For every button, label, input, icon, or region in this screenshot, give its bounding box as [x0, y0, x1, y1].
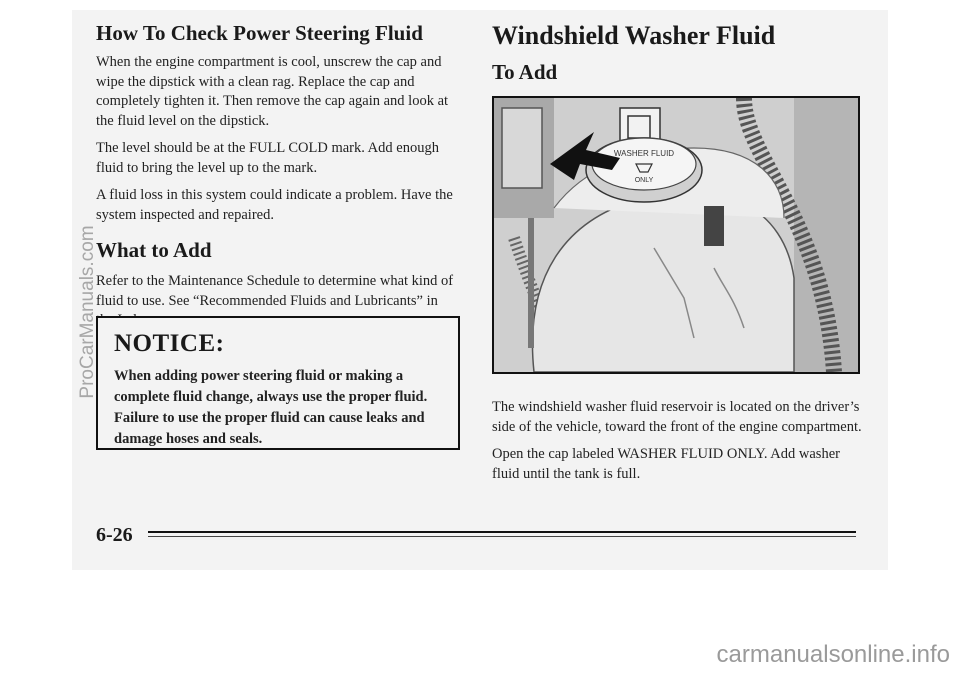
notice-title: NOTICE: — [114, 330, 225, 357]
cap-label-top: WASHER FLUID — [613, 149, 675, 158]
washer-fluid-heading: Windshield Washer Fluid — [492, 21, 776, 50]
reservoir-location-paragraph: The windshield washer fluid reservoir is located on the driver’s side of the vehicle, toward the front of the engine compartment. — [492, 399, 862, 435]
engine-bay-illustration — [494, 98, 858, 372]
footer-rule — [148, 531, 856, 533]
washer-reservoir-photo — [492, 96, 860, 374]
bottom-watermark: carmanualsonline.info — [716, 641, 950, 668]
cap-label-bottom: ONLY — [634, 177, 654, 184]
page-number: 6-26 — [96, 524, 133, 546]
washer-fluid-section — [492, 22, 864, 94]
notice-body: When adding power steering fluid or making a complete fluid change, always use the proper fluid. Failure to use the proper fluid can cause leaks and damage hoses and seals. — [114, 368, 428, 447]
washer-caption — [492, 398, 864, 492]
instructions-paragraph: When the engine compartment is cool, unscrew the cap and wipe the dipstick with a clean rag. Replace the cap and completely tighten it. Then remove the cap again and look at the fluid level on the dipstick. — [96, 54, 449, 129]
fluid-loss-paragraph: A fluid loss in this system could indicate a problem. Have the system inspected and repaired. — [96, 187, 453, 223]
power-steering-heading: How To Check Power Steering Fluid — [96, 21, 423, 45]
add-fluid-paragraph: Open the cap labeled WASHER FLUID ONLY. Add washer fluid until the tank is full. — [492, 446, 840, 482]
notice-box — [96, 316, 460, 450]
what-to-add-heading: What to Add — [96, 238, 212, 263]
to-add-heading: To Add — [492, 59, 558, 84]
level-paragraph: The level should be at the FULL COLD mark. Add enough fluid to bring the level up to the mark. — [96, 140, 439, 176]
power-steering-section — [96, 22, 458, 339]
footer-rule-thin — [148, 536, 856, 537]
what-to-add-paragraph: Refer to the Maintenance Schedule to determine what kind of fluid to use. See “Recommended Fluids and Lubricants” in — [96, 273, 454, 309]
side-watermark: ProCarManuals.com — [77, 225, 98, 399]
